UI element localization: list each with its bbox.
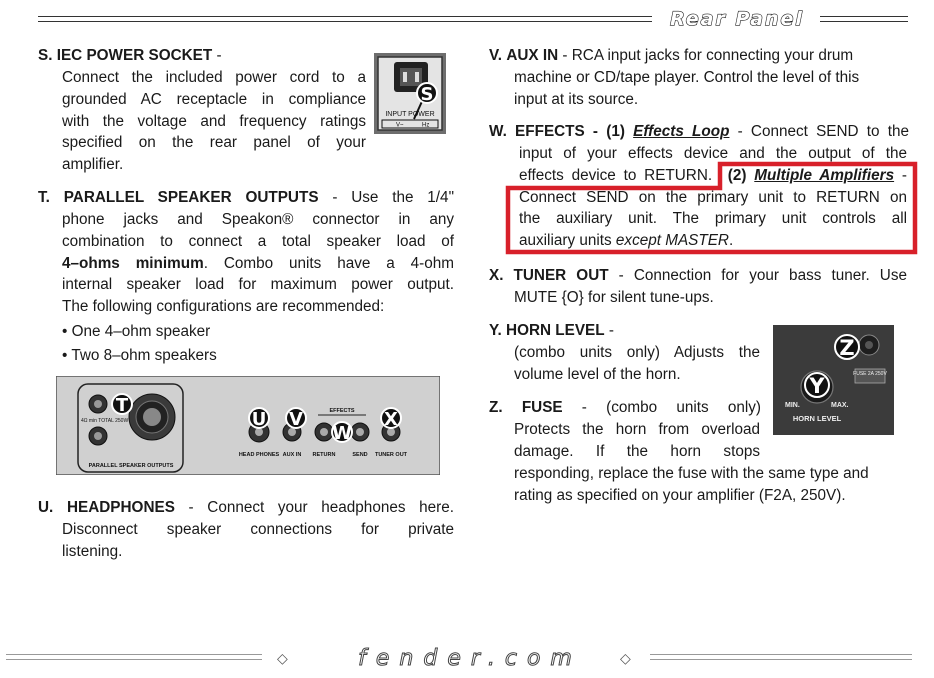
section-x-body: MUTE {O} for silent tune-ups.	[514, 289, 714, 306]
footer-diamond-right-icon: ◇	[620, 650, 631, 666]
speaker-outputs-label: PARALLEL SPEAKER OUTPUTS	[88, 463, 174, 469]
jack-label-aux-in: AUX IN	[282, 452, 302, 458]
horn-max-label: MAX.	[831, 402, 849, 409]
power-input-label: INPUT POWER	[385, 111, 435, 118]
callout-y: Y	[809, 374, 825, 398]
highlight-box	[503, 160, 920, 256]
section-t-body: phone jacks and Speakon® connector in any combination to connect a total speaker load of 4–ohms minimum. Combo units have a 4-ohm internal speaker load for maximum power output. The following configurations are recommended:	[62, 211, 454, 316]
jack-label-return: RETURN	[312, 452, 336, 458]
horn-min-label: MIN.	[785, 402, 800, 409]
section-s-body: Connect the included power cord to a grounded AC receptacle in compliance with the voltage and frequency ratings specified on the rear panel of your amplifier.	[62, 69, 366, 174]
bullet-item: • One 4–ohm speaker	[62, 323, 211, 340]
section-t-bullets	[62, 320, 362, 368]
power-hz-label: Hz	[422, 122, 430, 129]
footer-rule-left	[6, 654, 262, 660]
fuse-label: FUSE 2A 250V	[853, 371, 887, 377]
callout-u: U	[251, 409, 267, 430]
section-z: Z. FUSE - (combo units only)	[489, 399, 761, 416]
section-s: S. IEC POWER SOCKET -	[38, 47, 222, 64]
jack-label-headphones: HEAD PHONES	[238, 452, 280, 458]
section-x: X. TUNER OUT - Connection for your bass tuner. Use	[489, 267, 907, 284]
power-volts-label: V~	[396, 122, 404, 129]
horn-level-figure	[773, 325, 894, 435]
callout-z: Z	[839, 336, 855, 360]
callout-w: W	[332, 423, 352, 444]
rear-panel-figure	[56, 376, 440, 475]
page-title: Rear Panel	[670, 8, 804, 30]
power-socket-figure	[374, 53, 446, 134]
section-t: T. PARALLEL SPEAKER OUTPUTS - Use the 1/4"	[38, 189, 454, 206]
section-v: V. AUX IN - RCA input jacks for connecting your drum	[489, 47, 854, 64]
section-y: Y. HORN LEVEL -	[489, 322, 614, 339]
section-y-body: (combo units only) Adjusts the volume level of the horn.	[514, 344, 760, 383]
callout-x: X	[384, 409, 398, 430]
section-z-body-cont: responding, replace the fuse with the same type and rating as specified on your amplifier (F2A, 250V).	[514, 465, 869, 504]
speaker-load-note: 4Ω min TOTAL 250W	[81, 418, 129, 424]
effects-label: EFFECTS	[329, 408, 355, 414]
section-u-body: Disconnect speaker connections for private listening.	[62, 521, 454, 560]
header-rule-right	[820, 16, 908, 22]
footer-diamond-left-icon: ◇	[277, 650, 288, 666]
callout-t: T	[115, 395, 129, 416]
section-w-body: input of your effects device and the output of the effects device to RETURN. (2) Multiple Amplifiers - Connect SEND on the primary unit to RETURN on the auxiliary unit. The primary unit controls all auxiliary units except MASTER.	[519, 145, 907, 250]
footer-rule-right	[650, 654, 912, 660]
section-v-body: machine or CD/tape player. Control the level of this input at its source.	[514, 69, 860, 108]
section-u: U. HEADPHONES - Connect your headphones here.	[38, 499, 454, 516]
bullet-item: • Two 8–ohm speakers	[62, 347, 217, 364]
section-w: W. EFFECTS - (1) Effects Loop - Connect SEND to the	[489, 123, 910, 140]
horn-level-label: HORN LEVEL	[792, 414, 842, 423]
callout-s: S	[420, 84, 434, 105]
jack-label-tuner-out: TUNER OUT	[374, 452, 408, 458]
section-z-body: Protects the horn from overload damage. If the horn stops	[514, 421, 760, 460]
callout-v: V	[289, 409, 303, 430]
footer-site: fender.com	[358, 646, 582, 671]
header-rule-left	[38, 16, 652, 22]
jack-label-send: SEND	[352, 452, 368, 458]
